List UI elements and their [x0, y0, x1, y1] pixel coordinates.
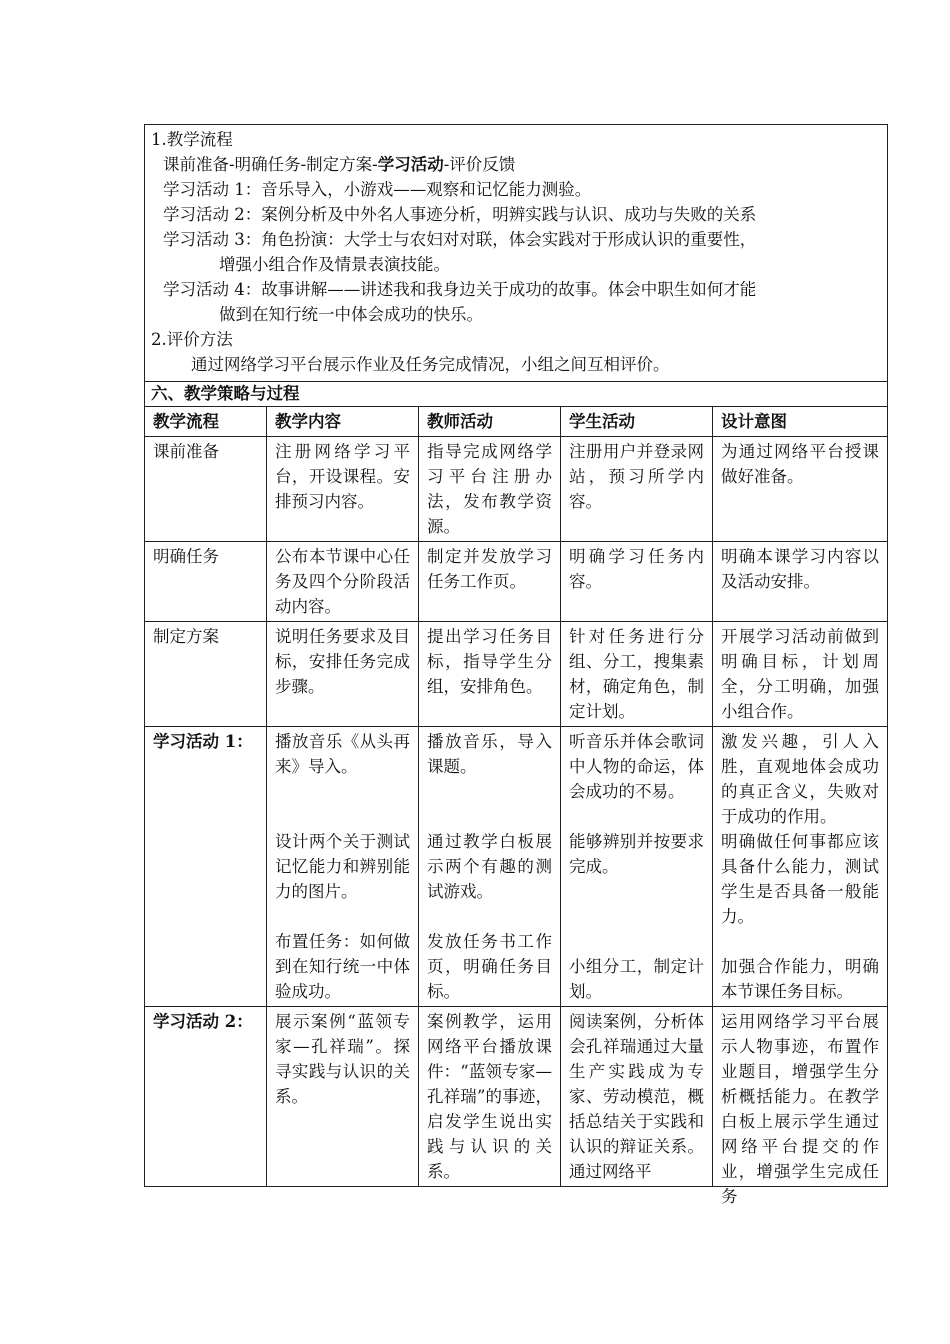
table-row: [145, 542, 888, 622]
section-title: 六、教学策略与过程: [145, 382, 888, 407]
activity-line-1: 学习活动 1：音乐导入，小游戏——观察和记忆能力测验。: [163, 180, 592, 199]
activity-line-4: 学习活动 4：故事讲解——讲述我和我身边关于成功的故事。体会中职生如何才能: [163, 280, 757, 299]
activity-line-4-cont: 做到在知行统一中体会成功的快乐。: [219, 305, 483, 324]
eval-text: 通过网络学习平台展示作业及任务完成情况，小组之间互相评价。: [191, 355, 670, 374]
student-part: 小组分工，制定计划。: [569, 957, 704, 1001]
activity-line-3: 学习活动 3：角色扮演：大学士与农妇对对联，体会实践对于形成认识的重要性，: [163, 230, 757, 249]
header-intent: 设计意图: [713, 407, 888, 437]
intent-part: 加强合作能力，明确本节课任务目标。: [721, 957, 880, 1001]
lesson-plan-table: [144, 124, 888, 1206]
activity-line-3-cont: 增强小组合作及情景表演技能。: [219, 255, 450, 274]
content-cell: 公布本节课中心任务及四个分阶段活动内容。: [267, 542, 419, 622]
student-cell: [561, 727, 713, 1007]
flow-line: 课前准备-明确任务-制定方案-学习活动-评价反馈: [163, 155, 516, 174]
content-cell: 展示案例“蓝领专家—孔祥瑞”。探寻实践与认识的关系。: [267, 1007, 419, 1187]
intent-cell: 开展学习活动前做到明确目标，计划周全，分工明确，加强小组合作。: [713, 622, 888, 727]
teacher-part: 通过教学白板展示两个有趣的测试游戏。: [427, 832, 552, 901]
student-part: 能够辨别并按要求完成。: [569, 832, 704, 876]
stage-cell: 学习活动 2：: [145, 1007, 267, 1187]
header-student: 学生活动: [561, 407, 713, 437]
stage-cell: 课前准备: [145, 437, 267, 542]
table-header-row: [145, 407, 888, 437]
teacher-cell: [419, 727, 561, 1007]
header-content: 教学内容: [267, 407, 419, 437]
activity-line-2: 学习活动 2：案例分析及中外名人事迹分析，明辨实践与认识、成功与失败的关系: [163, 205, 757, 224]
teacher-part: 发放任务书工作页，明确任务目标。: [427, 932, 552, 1001]
stage-cell: 制定方案: [145, 622, 267, 727]
intent-cell: 明确本课学习内容以及活动安排。: [713, 542, 888, 622]
intent-part: 明确做任何事都应该具备什么能力，测试学生是否具备一般能力。: [721, 832, 880, 926]
teacher-cell: 案例教学，运用网络平台播放课件：“蓝领专家—孔祥瑞”的事迹，启发学生说出实践与认识的关系。: [419, 1007, 561, 1187]
stage-cell: 明确任务: [145, 542, 267, 622]
content-cell: [267, 727, 419, 1007]
intent-cell: [713, 727, 888, 1007]
table-row: [145, 622, 888, 727]
intent-cell: 运用网络学习平台展示人物事迹，布置作业题目，增强学生分析概括能力。在教学白板上展示学生通过网络平台提交的作业，增强学生完成任务: [713, 1007, 888, 1187]
table-row-activity-2: [145, 1007, 888, 1187]
student-cell: 注册用户并登录网站，预习所学内容。: [561, 437, 713, 542]
stage-cell: 学习活动 1：: [145, 727, 267, 1007]
content-cell: 说明任务要求及目标，安排任务完成步骤。: [267, 622, 419, 727]
intro-cell: [145, 125, 888, 382]
content-cell: 注册网络学习平台，开设课程。安排预习内容。: [267, 437, 419, 542]
intent-part: 激发兴趣，引人入胜，直观地体会成功的真正含义，失败对于成功的作用。: [721, 732, 880, 826]
content-part: 播放音乐《从头再来》导入。: [275, 732, 410, 776]
teacher-cell: 提出学习任务目标，指导学生分组，安排角色。: [419, 622, 561, 727]
teacher-cell: 制定并发放学习任务工作页。: [419, 542, 561, 622]
student-cell: 明确学习任务内容。: [561, 542, 713, 622]
intent-cell: 为通过网络平台授课做好准备。: [713, 437, 888, 542]
table-row: [145, 437, 888, 542]
content-part: 设计两个关于测试记忆能力和辨别能力的图片。: [275, 832, 410, 901]
content-part: 布置任务：如何做到在知行统一中体验成功。: [275, 932, 410, 1001]
flow-heading: 1.教学流程: [151, 130, 233, 149]
teacher-cell: 指导完成网络学习平台注册办法，发布教学资源。: [419, 437, 561, 542]
student-cell: 针对任务进行分组、分工，搜集素材，确定角色，制定计划。: [561, 622, 713, 727]
table-row-activity-1: [145, 727, 888, 1007]
header-stage: 教学流程: [145, 407, 267, 437]
eval-heading: 2.评价方法: [151, 330, 233, 349]
teacher-part: 播放音乐，导入课题。: [427, 732, 552, 776]
header-teacher: 教师活动: [419, 407, 561, 437]
student-part: 听音乐并体会歌词中人物的命运，体会成功的不易。: [569, 732, 704, 801]
student-cell: 阅读案例，分析体会孔祥瑞通过大量生产实践成为专家、劳动模范，概括总结关于实践和认识的辩证关系。通过网络平: [561, 1007, 713, 1187]
